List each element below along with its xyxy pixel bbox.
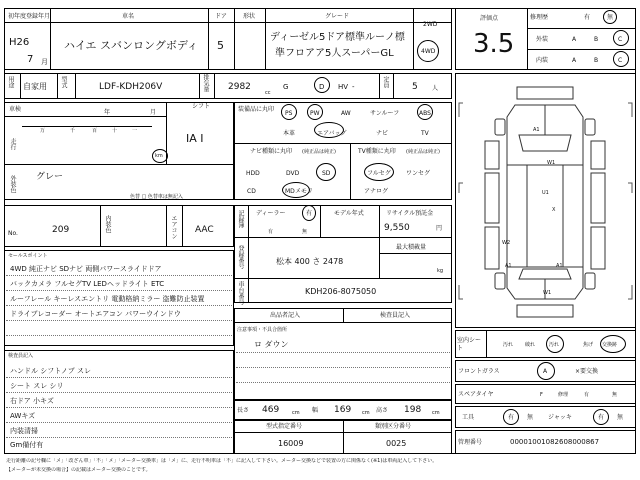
sales-line-3: ルーフレール キーレスエントリ 電動格納ミラー 盗難防止装置 [10,295,205,303]
tools-label: 工具 [462,414,475,421]
shift-label: シフト [192,103,211,110]
record-label: 記録簿 [237,210,244,228]
navi-type-label: ナビ種類に丸印 [250,148,293,155]
tv-type-note: (純正品は純正) [406,149,440,155]
cc-unit: cc [265,90,271,96]
fuel-dash: - [352,83,355,91]
navi-sd: SD [322,170,331,177]
capacity-unit: 人 [432,85,439,92]
grade-label: グレード [325,13,350,20]
class-label: 類別区分番号 [375,423,412,430]
jack-yes: 有 [598,414,605,421]
diag-w1: W1 [547,160,556,166]
exterior-b: B [594,36,599,43]
doors-value: 5 [217,39,224,52]
repair-opt-yes: 有 [584,14,591,21]
navi-cd: CD [247,188,256,195]
dealer-label: ディーラー [256,210,286,217]
car-name-label: 車名 [122,13,135,20]
displacement-value: 2982 [228,82,251,92]
interior-label: 内装 [536,57,549,64]
drive-value: 4WD [421,48,436,55]
navi-md: MD [285,188,295,195]
diag-a1-bot: A1 [556,263,563,269]
length-label: 長さ [237,407,250,414]
equipment-label: 装備品に丸印 [238,106,275,113]
inspection-month-unit: 月 [150,109,157,116]
footer-line-2: 【メーターが未交換の場合】の記載はメーター交換のことです。 [6,467,151,473]
tv-fullseg: フルセグ [367,170,391,177]
plate-label: 登録番号 [237,245,244,269]
jack-label: ジャッキ [548,414,572,421]
spare-yes: 有 [584,392,590,398]
mgmt-value: 00001001082608000867 [510,438,600,446]
aac-label: エアコン [170,215,177,239]
chassis-value: KDH206-8075050 [305,287,377,296]
reg-month-unit: 月 [41,58,48,66]
diag-w2: W2 [502,240,511,246]
repair-label: 修理歴 [530,14,549,21]
model-year-label: モデル年式 [334,210,364,217]
recycle-value: 9,550 [384,223,410,233]
recycle-unit: 円 [436,225,443,232]
digit-ichi: 一 [132,128,138,134]
usage-value: 自家用 [23,82,47,91]
type-label: 型式 [60,76,67,88]
fuel-hv: HV [338,83,349,91]
seat-opt-5: 交換跡 [602,342,618,348]
notes-label: 検査員記入 [8,353,34,359]
height-value: 198 [404,405,422,415]
aac-value: AAC [195,225,214,235]
mileage-unit: km [155,153,163,159]
color-value: グレー [36,172,64,182]
tools-yes: 有 [508,414,515,421]
notes-line-2: シート スレ シリ [10,382,64,390]
shape-label: 形状 [243,13,256,20]
model-code: LDF-KDH206V [99,82,163,92]
equip-abs: ABS [419,110,431,117]
sales-line-1: 4WD 純正ナビ SDナビ 両側パワースライドドア [10,265,162,273]
record-yes: 有 [268,229,274,235]
grade-line2: 準フロアア5人スーパーGL [275,48,394,59]
grade-line1: ディーゼル5ドア標準ルーノ標 [270,32,405,43]
chassis-label: 車台番号 [237,281,244,305]
digit-man: 万 [40,128,46,134]
equip-navi: ナビ [376,130,389,137]
report-left-label: 出品者記入 [270,312,301,319]
equip-sunroof: サンルーフ [370,110,400,117]
spec-value: 16009 [278,439,304,448]
digit-juu: 十 [112,128,118,134]
footer-line-1: 走行距離の記号欄に「メ」「改ざん車」「不」「メ」「メーター交換車」は「メ」に、走行不明車は「不」に記入して下さい。メーター交換などで装置の方に関係なく(※1)は車両記入して下さい。 [6,458,438,464]
sales-label: セールスポイント [8,253,48,259]
notes-line-1: ハンドル シフトノブ スレ [10,367,92,375]
seat-opt-2: 破れ [525,342,536,348]
repair-opt-no: 無 [607,14,614,21]
windshield-label: フロントガラス [458,368,500,375]
equip-pw: PW [310,110,320,117]
inspection-year-unit: 年 [104,109,111,116]
class-value: 0025 [386,439,407,448]
equip-aw: AW [341,110,351,117]
width-value: 169 [334,405,352,415]
diag-a1-top: A1 [533,127,540,133]
width-label: 幅 [312,407,319,414]
loading-unit: kg [437,268,444,274]
diag-u1: U1 [542,190,549,196]
fuel-d: D [319,83,325,91]
no-value: 209 [52,225,70,235]
notes-line-6: Gm備付有 [10,441,44,449]
diag-x: X [552,207,556,213]
score-label: 評価点 [480,15,499,22]
color-label: 外装色 [9,175,16,193]
exterior-label: 外装 [536,36,549,43]
spare-no: 無 [612,392,618,398]
mileage-label: 走行 [9,138,16,150]
navi-memory: メモリ [295,188,314,195]
seat-label: 室内シート [457,337,482,352]
capacity-label: 定員 [382,76,389,88]
sales-line-4: ドライブレコーダー オートエアコン パワーウインドウ [10,310,181,318]
exterior-c: C [618,36,623,43]
fuel-g: G [283,83,289,91]
recycle-label: リサイクル預託金 [386,210,434,217]
seat-opt-1: 汚れ [503,342,514,348]
seat-opt-3: 汚れ [549,342,560,348]
report-right-label: 検査員記入 [380,312,411,319]
usage-label: 用途 [7,76,14,88]
report-header: 注意事項・不具合箇所 [237,327,288,333]
spare-repair: 修理 [558,392,569,398]
reg-month: 7 [27,54,34,65]
spare-label: スペアタイヤ [458,391,494,398]
tv-oneseg: ワンセグ [406,170,431,177]
dealer-yes: 有 [306,210,313,217]
plate-value: 松本 400 さ 2478 [276,257,344,266]
length-value: 469 [262,405,280,415]
notes-line-5: 内装清掃 [10,427,38,435]
notes-line-3: 右ドア 小キズ [10,397,54,405]
length-unit: cm [292,410,300,416]
notes-line-4: AWキズ [10,412,36,420]
jack-no: 無 [617,414,624,421]
navi-type-note: (純正品は純正) [302,149,336,155]
tv-type-label: TV種類に丸印 [358,148,396,155]
record-no: 無 [302,229,308,235]
score-value: 3.5 [473,29,515,59]
report-line-1: ロ ダウン [254,340,289,349]
interior-c: C [618,57,623,64]
windshield-x: ×要交換 [575,368,599,375]
sales-line-2: バックカメラ フルセグTV LEDヘッドライト ETC [10,280,165,288]
spec-label: 型式指定番号 [266,423,303,430]
diag-w1-bot: W1 [543,290,552,296]
equip-airbag: エアバッグ [317,130,347,137]
shift-value: IA I [186,132,204,145]
interior-color-label: 内装色 [104,215,111,233]
digit-hyaku: 百 [92,128,98,134]
tv-analog: アナログ [364,188,389,195]
spare-f: F [540,392,543,398]
drive-label: 2WD [423,21,438,28]
tools-no: 無 [527,414,534,421]
height-label: 高さ [376,407,389,414]
navi-hdd: HDD [246,170,260,177]
equip-leather: 本革 [283,130,296,137]
navi-dvd: DVD [286,170,300,177]
digit-sen: 千 [70,128,76,134]
mgmt-label: 管理番号 [458,439,483,446]
seat-opt-4: 焦げ [583,342,594,348]
equip-tv: TV [421,130,429,137]
reg-year: H26 [9,37,30,48]
color-note: 色替 □ 色替車は無記入 [130,194,183,200]
displacement-label: 排気量 [202,74,209,92]
inspection-label: 車検 [9,106,22,113]
no-label: No. [8,230,18,237]
car-name: ハイエ スバンロングボディ [64,39,198,52]
equip-ps: PS [285,110,293,117]
interior-a: A [572,57,577,64]
interior-b: B [594,57,599,64]
doors-label: ドア [215,13,227,20]
reg-date-label: 初年度登録年月 [8,13,51,20]
exterior-a: A [572,36,577,43]
loading-label: 最大積載量 [396,244,427,251]
windshield-a: A [543,368,548,375]
diag-a1-mid: A1 [505,263,512,269]
width-unit: cm [362,410,370,416]
height-unit: cm [432,410,440,416]
capacity-value: 5 [412,82,418,92]
